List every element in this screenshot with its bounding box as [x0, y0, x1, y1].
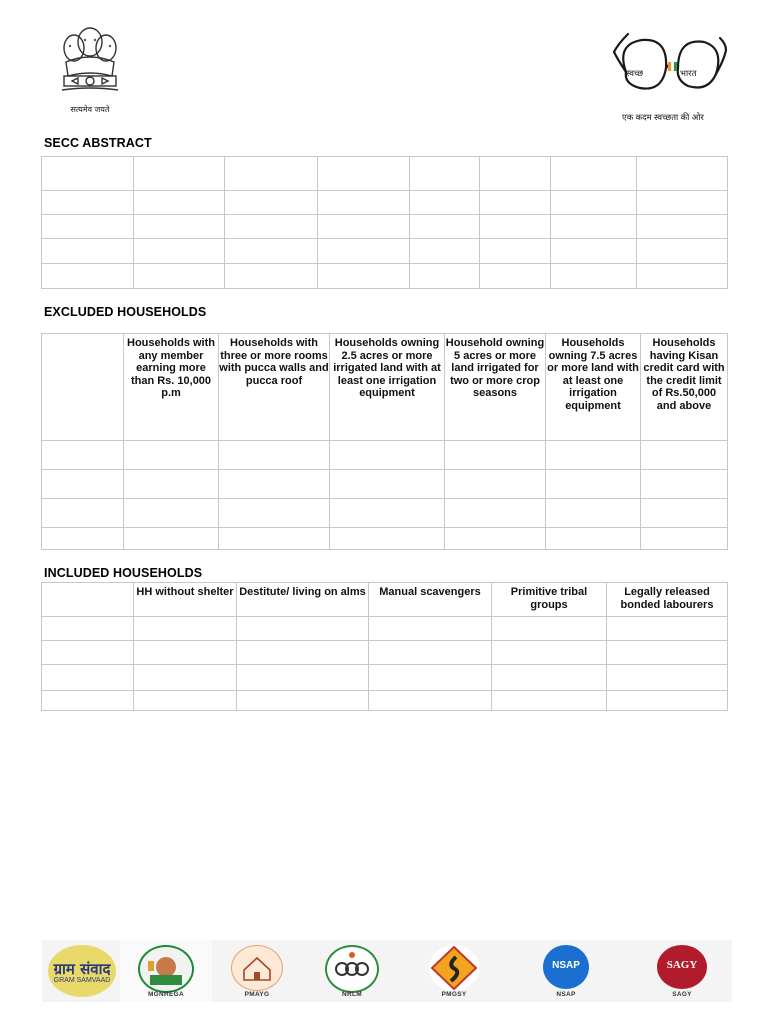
gram-samvaad-badge: ग्राम संवाद GRAM SAMVAAD	[48, 945, 116, 997]
pmgsy-icon	[429, 945, 479, 991]
national-emblem	[52, 22, 128, 120]
nsap-icon	[543, 945, 589, 989]
mgnrega-logo	[120, 940, 212, 1002]
table-row	[42, 264, 728, 289]
excluded-households-table	[41, 333, 728, 550]
table-header-row	[42, 583, 728, 617]
gram-samvaad-logo	[42, 940, 120, 1002]
table-row	[42, 617, 728, 641]
pmayg-icon	[231, 945, 283, 991]
table-row	[42, 157, 728, 191]
column-header: Household owning 5 acres or more land irrigated for two or more crop seasons	[445, 334, 546, 441]
column-header	[42, 334, 124, 441]
sagy-icon	[657, 945, 707, 989]
mgnrega-icon	[138, 945, 194, 993]
table-row	[42, 528, 728, 550]
table-row	[42, 441, 728, 470]
mgnrega-label: MGNREGA	[147, 991, 185, 998]
table-row	[42, 215, 728, 239]
nsap-badge-text: NSAP	[552, 960, 580, 971]
secc-abstract-table	[41, 156, 728, 289]
column-header: Households owning 2.5 acres or more irrigated land with at least one irrigation equipment	[330, 334, 445, 441]
sagy-badge-text: SAGY	[666, 959, 698, 971]
column-header: Households owning 7.5 acres or more land with at least one irrigation equipment	[546, 334, 641, 441]
lion-capital-icon	[52, 22, 128, 102]
table-row	[42, 470, 728, 499]
secc-abstract-title: SECC ABSTRACT	[44, 136, 152, 150]
column-header: Manual scavengers	[369, 583, 492, 617]
swachh-tagline: एक कदम स्वच्छता की ओर	[622, 112, 704, 122]
nrlm-label: NRLM	[342, 991, 362, 998]
sagy-logo	[634, 940, 730, 1002]
column-header: Households having Kisan credit card with the credit limit of Rs.50,000 and above	[641, 334, 728, 441]
table-row	[42, 191, 728, 215]
emblem-motto: सत्यमेव जयते	[70, 105, 110, 114]
sagy-label: SAGY	[672, 991, 692, 998]
column-header: HH without shelter	[134, 583, 237, 617]
nrlm-icon	[325, 945, 379, 993]
pmayg-label: PMAYG	[244, 991, 270, 998]
nsap-logo	[522, 940, 610, 1002]
column-header	[42, 583, 134, 617]
pmgsy-label: PMGSY	[441, 991, 467, 998]
column-header: Primitive tribal groups	[492, 583, 607, 617]
table-row	[42, 499, 728, 528]
table-row	[42, 691, 728, 711]
excluded-households-title: EXCLUDED HOUSEHOLDS	[44, 305, 207, 319]
footer-logo-strip	[42, 940, 732, 1002]
bharat-word: भारत	[680, 68, 697, 78]
swachh-word: स्वच्छ	[626, 68, 644, 78]
nsap-label: NSAP	[556, 991, 576, 998]
pmgsy-logo	[402, 940, 506, 1002]
table-header-row	[42, 334, 728, 441]
included-households-title: INCLUDED HOUSEHOLDS	[44, 566, 203, 580]
swachh-bharat-logo	[612, 30, 730, 126]
table-row	[42, 665, 728, 691]
column-header: Households with any member earning more than Rs. 10,000 p.m	[124, 334, 219, 441]
column-header: Households with three or more rooms with pucca walls and pucca roof	[219, 334, 330, 441]
column-header: Legally released bonded labourers	[607, 583, 728, 617]
table-row	[42, 239, 728, 264]
included-households-table	[41, 582, 728, 711]
nrlm-logo	[302, 940, 402, 1002]
table-row	[42, 641, 728, 665]
column-header: Destitute/ living on alms	[237, 583, 369, 617]
pmayg-logo	[212, 940, 302, 1002]
